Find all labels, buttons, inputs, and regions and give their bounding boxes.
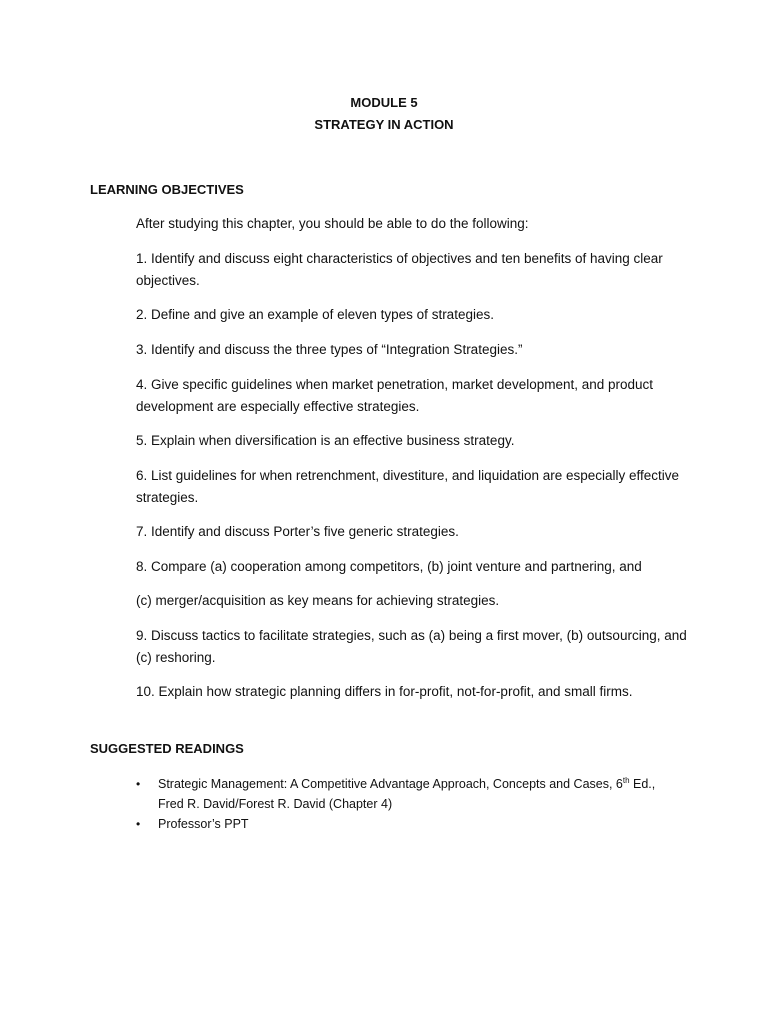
objective-item-1: 1. Identify and discuss eight characteristics of objectives and ten benefits of having clear objectives. — [136, 251, 663, 288]
reading-edition-superscript: th — [622, 775, 630, 785]
suggested-readings-heading: SUGGESTED READINGS — [90, 741, 244, 756]
objective-item-2: 2. Define and give an example of eleven types of strategies. — [136, 307, 494, 322]
objective-item-10: 10. Explain how strategic planning differs in for-profit, not-for-profit, and small firms. — [136, 684, 633, 699]
objective-item-8-continued: (c) merger/acquisition as key means for achieving strategies. — [136, 593, 500, 608]
objective-item-8: 8. Compare (a) cooperation among competitors, (b) joint venture and partnering, and — [136, 559, 642, 574]
module-title: MODULE 5 — [350, 95, 418, 110]
learning-objectives-heading: LEARNING OBJECTIVES — [90, 182, 244, 197]
reading-edition-suffix: Ed., — [629, 777, 656, 791]
reading-item — [136, 774, 676, 814]
objective-item-5: 5. Explain when diversification is an effective business strategy. — [136, 433, 515, 448]
objective-item-7: 7. Identify and discuss Porter’s five generic strategies. — [136, 524, 459, 539]
objective-item-6: 6. List guidelines for when retrenchment, divestiture, and liquidation are especially effective strategies. — [136, 468, 680, 505]
objective-item-4: 4. Give specific guidelines when market penetration, market development, and product development are especially effective strategies. — [136, 377, 654, 414]
reading-title: Strategic Management: A Competitive Advantage Approach, Concepts and Cases, 6 — [158, 777, 623, 791]
reading-authors: Fred R. David/Forest R. David (Chapter 4) — [158, 797, 393, 811]
readings-list — [136, 774, 676, 834]
bullet-icon: • — [136, 777, 141, 791]
reading-item — [136, 814, 676, 834]
module-subtitle: STRATEGY IN ACTION — [314, 117, 454, 132]
objective-item-3: 3. Identify and discuss the three types of “Integration Strategies.” — [136, 342, 523, 357]
reading-ppt: Professor’s PPT — [158, 817, 249, 831]
objectives-intro: After studying this chapter, you should be able to do the following: — [136, 216, 529, 231]
objective-item-9: 9. Discuss tactics to facilitate strategies, such as (a) being a first mover, (b) outsourcing, and (c) reshoring. — [136, 628, 687, 665]
bullet-icon: • — [136, 817, 141, 831]
